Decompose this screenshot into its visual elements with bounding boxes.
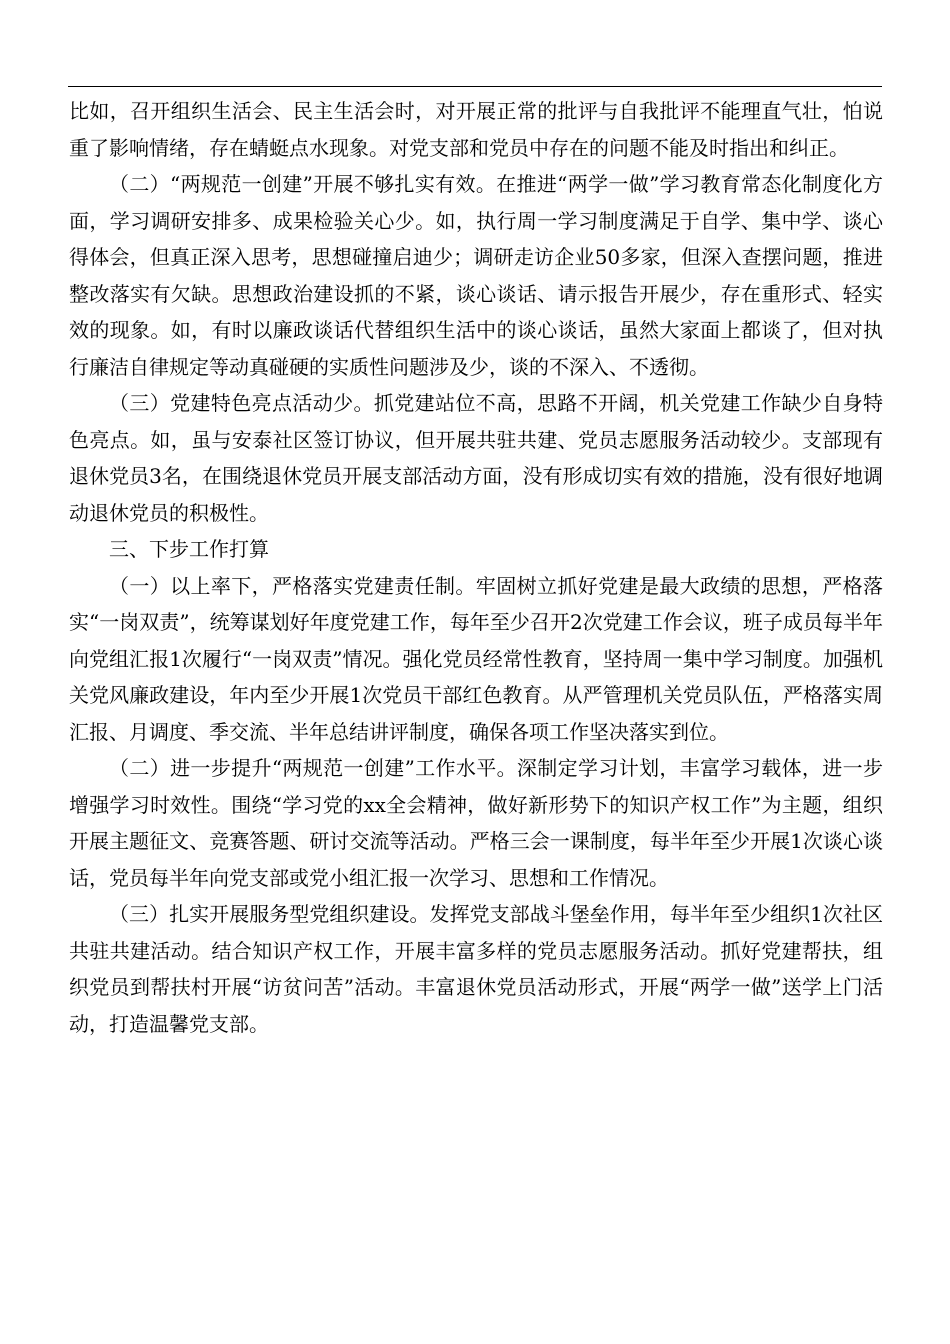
paragraph-party-building-features: （三）党建特色亮点活动少。抓党建站位不高，思路不开阔，机关党建工作缺少自身特色亮点。如，虽与安泰社区签订协议，但开展共驻共建、党员志愿服务活动较少。支部现有退休党员3名，在围绕退休党员开展支部活动方面，没有形成切实有效的措施，没有很好地调动退休党员的积极性。 <box>69 391 883 525</box>
header-rule <box>68 86 882 87</box>
section-heading-next-steps: 三、下步工作打算 <box>109 537 269 561</box>
document-body <box>69 93 883 1042</box>
paragraph-two-norms-one-creation: （二）“两规范一创建”开展不够扎实有效。在推进“两学一做”学习教育常态化制度化方面，学习调研安排多、成果检验关心少。如，执行周一学习制度满足于自学、集中学、谈心得体会，但真正深入思考，思想碰撞启迪少；调研走访企业50多家，但深入查摆问题，推进整改落实有欠缺。思想政治建设抓的不紧，谈心谈话、请示报告开展少，存在重形式、轻实效的现象。如，有时以廉政谈话代替组织生活中的谈心谈话，虽然大家面上都谈了，但对执行廉洁自律规定等动真碰硬的实质性问题涉及少，谈的不深入、不透彻。 <box>69 172 883 379</box>
paragraph-continuation: 比如，召开组织生活会、民主生活会时，对开展正常的批评与自我批评不能理直气壮，怕说重了影响情绪，存在蜻蜓点水现象。对党支部和党员中存在的问题不能及时指出和纠正。 <box>69 99 883 160</box>
paragraph-improve-work-level: （二）进一步提升“两规范一创建”工作水平。深制定学习计划，丰富学习载体，进一步增强学习时效性。围绕“学习党的xx全会精神，做好新形势下的知识产权工作”为主题，组织开展主题征文、竞赛答题、研讨交流等活动。严格三会一课制度，每半年至少开展1次谈心谈话，党员每半年向党支部或党小组汇报一次学习、思想和工作情况。 <box>69 756 883 890</box>
paragraph-responsibility-system: （一）以上率下，严格落实党建责任制。牢固树立抓好党建是最大政绩的思想，严格落实“一岗双责”，统筹谋划好年度党建工作，每年至少召开2次党建工作会议，班子成员每半年向党组汇报1次履行“一岗双责”情况。强化党员经常性教育，坚持周一集中学习制度。加强机关党风廉政建设，年内至少开展1次党员干部红色教育。从严管理机关党员队伍，严格落实周汇报、月调度、季交流、半年总结讲评制度，确保各项工作坚决落实到位。 <box>69 573 883 744</box>
paragraph-service-oriented-organization: （三）扎实开展服务型党组织建设。发挥党支部战斗堡垒作用，每半年至少组织1次社区共驻共建活动。结合知识产权工作，开展丰富多样的党员志愿服务活动。抓好党建帮扶，组织党员到帮扶村开展“访贫问苦”活动。丰富退休党员活动形式，开展“两学一做”送学上门活动，打造温馨党支部。 <box>69 902 883 1036</box>
